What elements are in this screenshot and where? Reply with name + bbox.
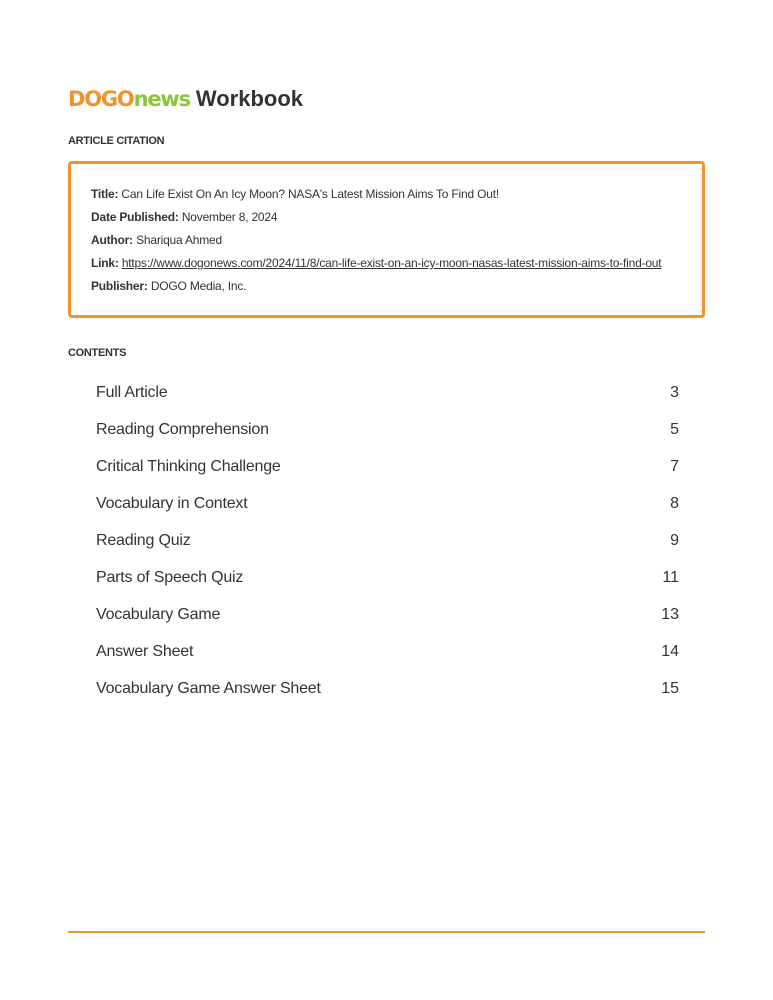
- toc-item-title: Vocabulary Game Answer Sheet: [96, 679, 321, 697]
- logo-news-text: news: [133, 87, 190, 111]
- toc-item-full-article[interactable]: [96, 374, 679, 411]
- toc-item-critical-thinking-challenge[interactable]: [96, 448, 679, 485]
- toc-item-page: 11: [662, 568, 679, 586]
- citation-author-value: Shariqua Ahmed: [136, 233, 222, 247]
- toc-item-page: 8: [670, 494, 679, 512]
- article-citation-label: ARTICLE CITATION: [68, 135, 165, 147]
- toc-item-page: 3: [670, 383, 679, 401]
- toc-item-reading-quiz[interactable]: [96, 522, 679, 559]
- toc-item-title: Vocabulary in Context: [96, 494, 248, 512]
- toc-item-title: Answer Sheet: [96, 642, 194, 660]
- toc-item-page: 13: [661, 605, 679, 623]
- citation-publisher-value: DOGO Media, Inc.: [150, 279, 247, 293]
- toc-item-page: 5: [670, 420, 679, 438]
- toc-item-title: Vocabulary Game: [96, 605, 221, 623]
- citation-date-value: November 8, 2024: [181, 210, 278, 224]
- toc-item-title: Parts of Speech Quiz: [96, 568, 244, 586]
- citation-link[interactable]: https://www.dogonews.com/2024/11/8/can-life-exist-on-an-icy-moon-nasas-latest-mission-aims-to-find-out: [121, 256, 662, 270]
- citation-title-value: Can Life Exist On An Icy Moon? NASA's Latest Mission Aims To Find Out!: [121, 187, 499, 201]
- citation-date-key: Date Published:: [91, 210, 179, 224]
- toc-item-page: 15: [661, 679, 679, 697]
- table-of-contents: [96, 374, 679, 707]
- toc-item-vocabulary-game-answer-sheet[interactable]: [96, 670, 679, 707]
- contents-label: CONTENTS: [68, 347, 127, 359]
- workbook-header: [68, 86, 303, 118]
- citation-author-row: [91, 232, 682, 255]
- toc-item-page: 9: [670, 531, 679, 549]
- toc-item-vocabulary-in-context[interactable]: [96, 485, 679, 522]
- page-title: Workbook: [195, 86, 304, 111]
- toc-item-title: Critical Thinking Challenge: [96, 457, 281, 475]
- toc-item-title: Reading Comprehension: [96, 420, 269, 438]
- citation-title-row: [91, 186, 682, 209]
- toc-item-parts-of-speech-quiz[interactable]: [96, 559, 679, 596]
- citation-title-key: Title:: [91, 187, 119, 201]
- toc-item-answer-sheet[interactable]: [96, 633, 679, 670]
- citation-box: [68, 161, 705, 318]
- toc-item-page: 14: [661, 642, 679, 660]
- citation-link-row: [91, 255, 682, 278]
- footer-divider: [68, 931, 705, 933]
- toc-item-page: 7: [670, 457, 679, 475]
- citation-publisher-row: [91, 278, 682, 301]
- toc-item-title: Reading Quiz: [96, 531, 191, 549]
- citation-date-row: [91, 209, 682, 232]
- logo-dogo-text: DOGO: [68, 87, 134, 111]
- citation-publisher-key: Publisher:: [91, 279, 148, 293]
- toc-item-reading-comprehension[interactable]: [96, 411, 679, 448]
- toc-item-vocabulary-game[interactable]: [96, 596, 679, 633]
- toc-item-title: Full Article: [96, 383, 168, 401]
- citation-link-key: Link:: [91, 256, 119, 270]
- citation-author-key: Author:: [91, 233, 133, 247]
